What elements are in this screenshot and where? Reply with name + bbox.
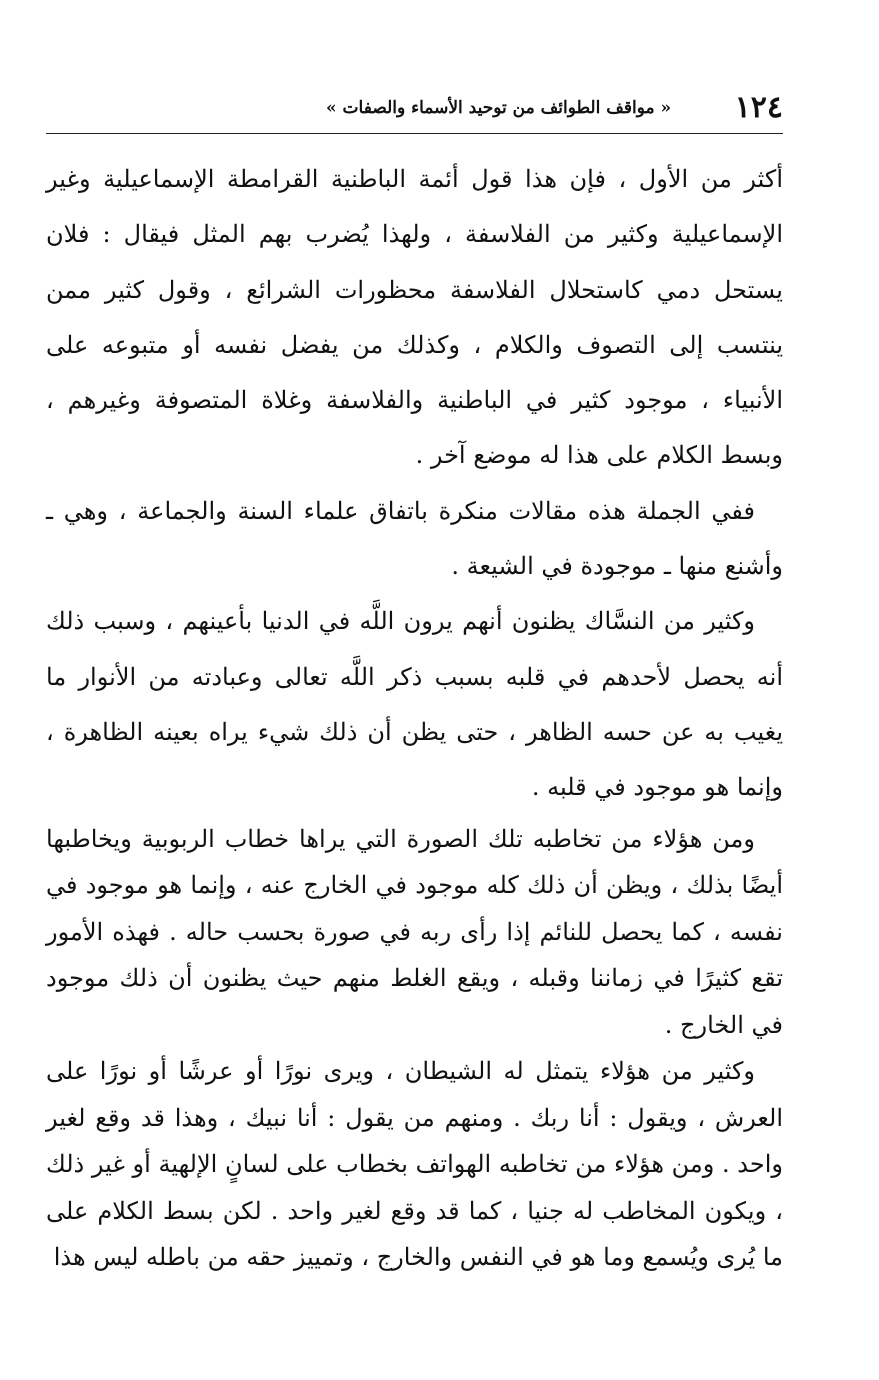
paragraph-3: وكثير من النسَّاك يظنون أنهم يرون اللَّه في الدنيا بأعينهم ، وسبب ذلك أنه يحصل لأحدهم في قلبه بسبب ذكر اللَّه تعالى وعبادته من الأنوار ما يغيب به عن حسه الظاهر ، حتى يظن أن ذلك شيء يراه بعينه الظاهرة ، وإنما هو موجود في قلبه . [46,607,783,802]
page-header [46,88,783,134]
running-title: « مواقف الطوائف من توحيد الأسماء والصفات » [326,98,672,118]
page-number: ١٢٤ [734,90,783,125]
header-divider [46,133,783,134]
main-text [46,152,783,1281]
paragraph-5: وكثير من هؤلاء يتمثل له الشيطان ، ويرى نورًا أو عرشًا أو نورًا على العرش ، ويقول : أنا ربك . ومنهم من يقول : أنا نبيك ، وهذا قد وقع لغير واحد . ومن هؤلاء من تخاطبه الهواتف بخطاب على لسانٍ الإلهية أو غير ذلك ، ويكون المخاطب له جنيا ، كما قد وقع لغير واحد . لكن بسط الكلام على ما يُرى ويُسمع وما هو في النفس والخارج ، وتمييز حقه من باطله ليس هذا [46,1057,784,1272]
paragraph-1: أكثر من الأول ، فإن هذا قول أئمة الباطنية القرامطة الإسماعيلية وغير الإسماعيلية وكثير من الفلاسفة ، ولهذا يُضرب بهم المثل فيقال : فلان يستحل دمي كاستحلال الفلاسفة محظورات الشرائع ، وقول كثير ممن ينتسب إلى التصوف والكلام ، وكذلك من يفضل نفسه أو متبوعه على الأنبياء ، موجود كثير في الباطنية والفلاسفة وغلاة المتصوفة وغيرهم ، وبسط الكلام على هذا له موضع آخر . [46,165,783,470]
paragraph-4: ومن هؤلاء من تخاطبه تلك الصورة التي يراها خطاب الربوبية ويخاطبها أيضًا بذلك ، ويظن أن ذلك كله موجود في الخارج عنه ، وإنما هو موجود في نفسه ، كما يحصل للنائم إذا رأى ربه في صورة بحسب حاله . فهذه الأمور تقع كثيرًا في زماننا وقبله ، ويقع الغلط منهم حيث يظنون أن ذلك موجود في الخارج . [46,824,783,1039]
paragraph-2: ففي الجملة هذه مقالات منكرة باتفاق علماء السنة والجماعة ، وهي ـ وأشنع منها ـ موجودة في الشيعة . [46,496,783,581]
